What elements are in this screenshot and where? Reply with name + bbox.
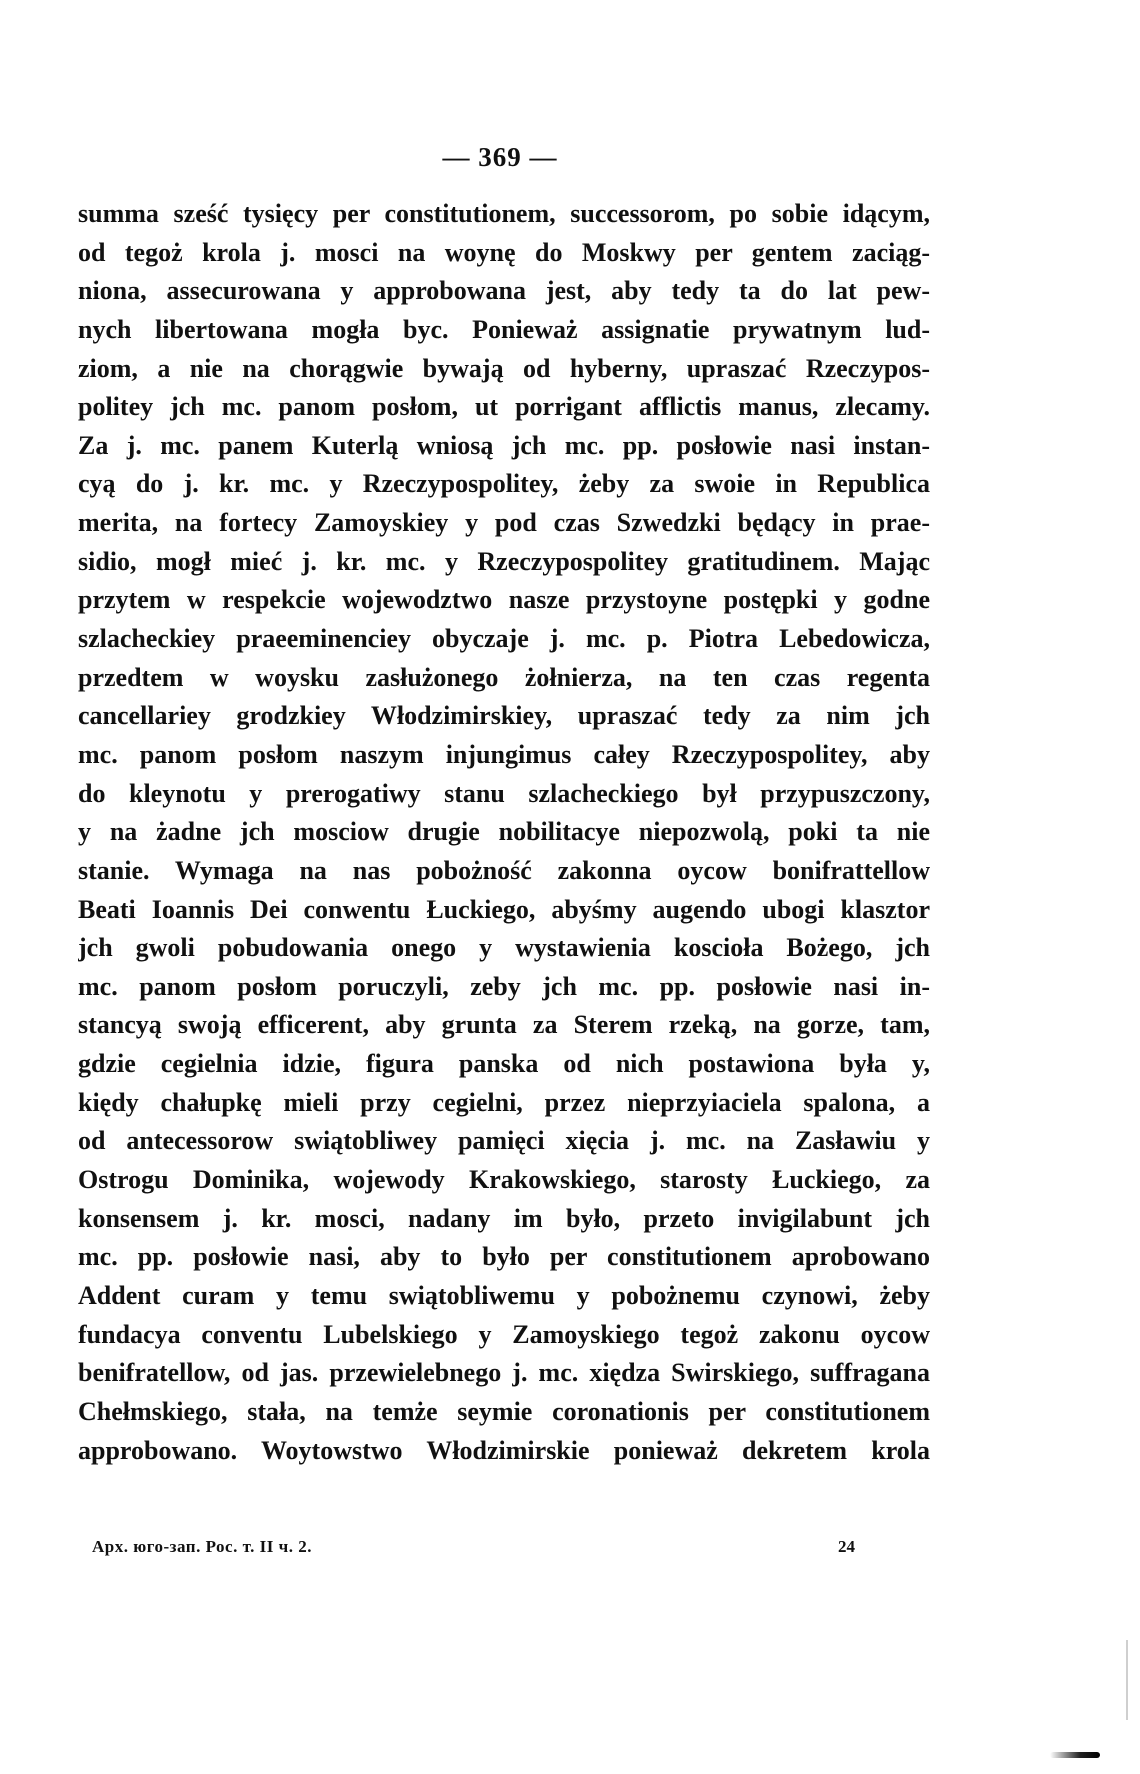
text-line: szlacheckiey praeeminenciey obyczaje j. mc. p. Piotra Lebedowicza, (78, 624, 930, 654)
text-line: stanie. Wymaga na nas pobożność zakonna oycow bonifrattellow (78, 855, 930, 885)
text-line: mc. pp. posłowie nasi, aby to było per constitutionem aprobowano (78, 1242, 930, 1272)
text-line: nych libertowana mogła byc. Ponieważ assignatie prywatnym lud- (78, 314, 930, 344)
text-line: kiędy chałupkę mieli przy cegielni, przez nieprzyiaciela spalona, a (78, 1087, 930, 1117)
footer-sheet-number: 24 (838, 1537, 855, 1556)
text-line: mc. panom posłom naszym injungimus całey Rzeczypospolitey, aby (78, 739, 930, 769)
text-line: od tegoż krola j. mosci na woynę do Moskwy per gentem zaciąg- (78, 237, 930, 267)
text-line: Addent curam y temu swiątobliwemu y pobożnemu czynowi, żeby (78, 1280, 930, 1310)
text-line: konsensem j. kr. mosci, nadany im było, przeto invigilabunt jch (78, 1203, 930, 1233)
page-footer (92, 1537, 930, 1567)
text-line: od antecessorow swiątobliwey pamięci xięcia j. mc. na Zasławiu y (78, 1126, 930, 1156)
text-line: sidio, mogł mieć j. kr. mc. y Rzeczypospolitey gratitudinem. Mając (78, 546, 930, 576)
body-text (78, 195, 930, 1470)
text-line: jch gwoli pobudowania onego y wystawienia koscioła Bożego, jch (78, 933, 930, 963)
text-line: cancellariey grodzkiey Włodzimirskiey, upraszać tedy za nim jch (78, 701, 930, 731)
footer-signature: Арх. юго-зап. Рос. т. II ч. 2. (92, 1537, 312, 1556)
text-line: approbowano. Woytowstwo Włodzimirskie ponieważ dekretem krola (78, 1435, 930, 1465)
text-line: summa sześć tysięcy per constitutionem, successorom, po sobie idącym, (78, 199, 930, 228)
text-line: stancyą swoją efficerent, aby grunta za Sterem rzeką, na gorze, tam, (78, 1010, 930, 1040)
text-line: benifratellow, od jas. przewielebnego j. mc. xiędza Swirskiego, suffragana (78, 1358, 930, 1388)
text-line: Ostrogu Dominika, wojewody Krakowskiego, starosty Łuckiego, za (78, 1165, 930, 1195)
text-line: ziom, a nie na chorągwie bywają od hyberny, upraszać Rzeczypos- (78, 353, 930, 383)
text-line: Chełmskiego, stała, na temże seymie coronationis per constitutionem (78, 1396, 930, 1426)
text-line: przedtem w woysku zasłużonego żołnierza, na ten czas regenta (78, 662, 930, 692)
text-line: cyą do j. kr. mc. y Rzeczypospolitey, żeby za swoie in Republica (78, 469, 930, 499)
text-line: Beati Ioannis Dei conwentu Łuckiego, abyśmy augendo ubogi klasztor (78, 894, 930, 924)
scan-edge-line (1126, 1640, 1128, 1720)
text-line: merita, na fortecy Zamoyskiey y pod czas Szwedzki będący in prae- (78, 508, 930, 538)
text-line: przytem w respekcie wojewodztwo nasze przystoyne postępki y godne (78, 585, 930, 615)
text-line: politey jch mc. panom posłom, ut porrigant afflictis manus, zlecamy. (78, 392, 930, 422)
text-line: do kleynotu y prerogatiwy stanu szlacheckiego był przypuszczony, (78, 778, 930, 808)
text-line: mc. panom posłom poruczyli, zeby jch mc. pp. posłowie nasi in- (78, 971, 930, 1001)
text-line: y na żadne jch mosciow drugie nobilitacye niepozwolą, poki ta nie (78, 817, 930, 847)
page-number: — 369 — (442, 142, 558, 172)
text-line: Za j. mc. panem Kuterlą wniosą jch mc. pp. posłowie nasi instan- (78, 430, 930, 460)
scan-artifact (1050, 1752, 1100, 1758)
text-line: niona, assecurowana y approbowana jest, aby tedy ta do lat pew- (78, 276, 930, 306)
text-line: fundacya conventu Lubelskiego y Zamoyskiego tegoż zakonu oycow (78, 1319, 930, 1349)
text-line: gdzie cegielnia idzie, figura panska od nich postawiona była y, (78, 1049, 930, 1079)
